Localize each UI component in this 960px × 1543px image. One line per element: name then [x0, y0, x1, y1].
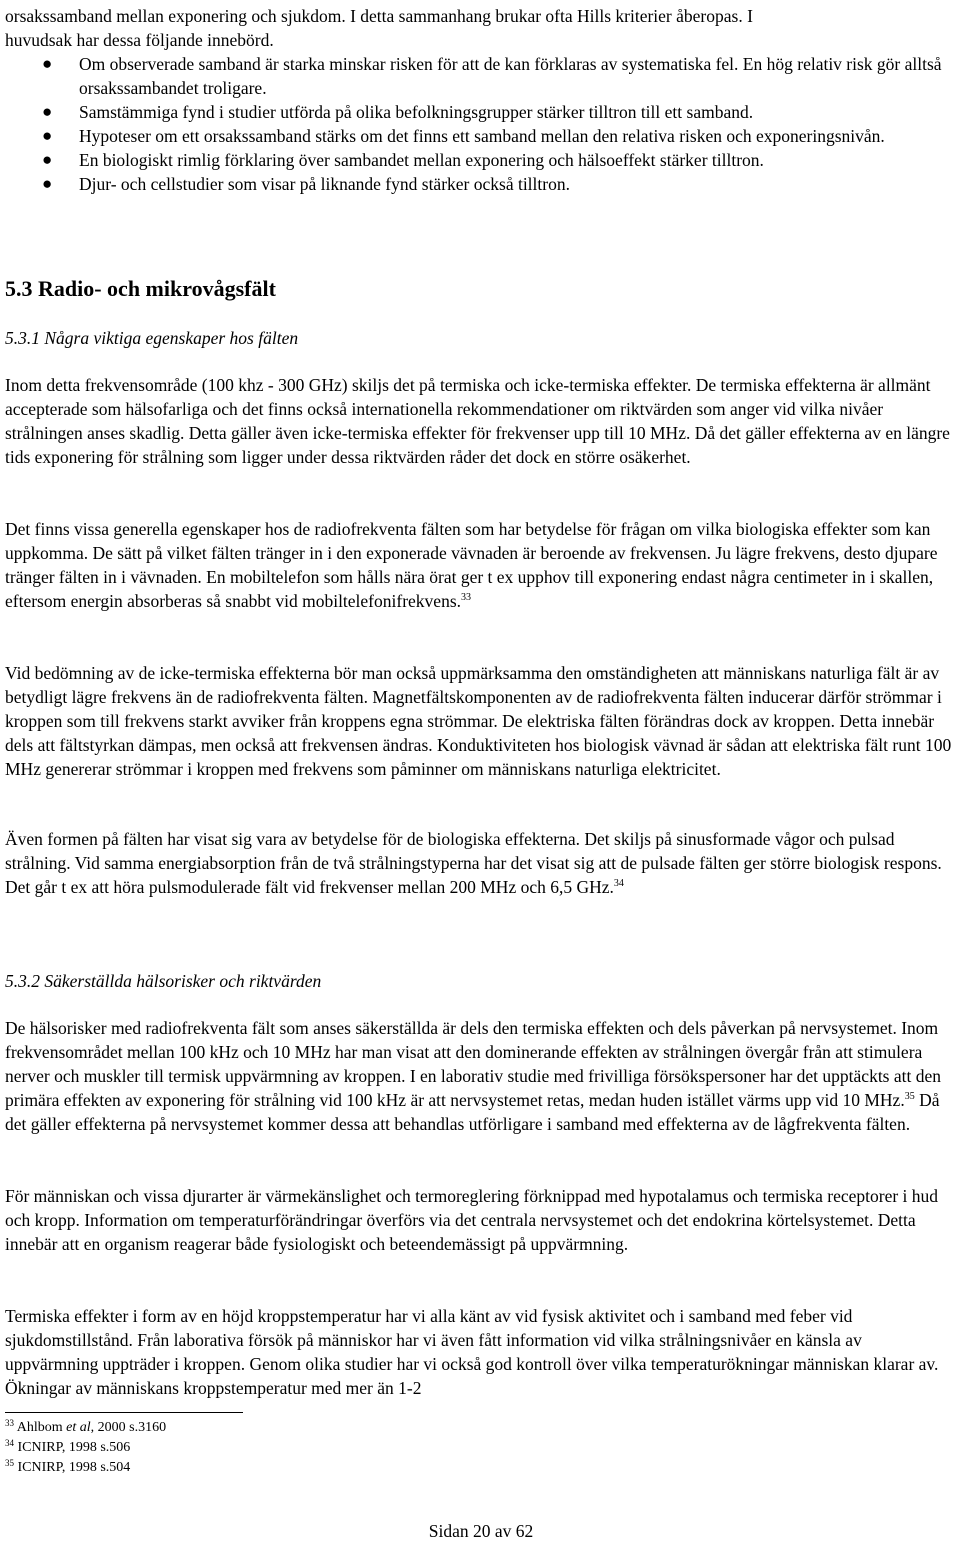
bullet-icon: ●: [42, 174, 53, 193]
footnote-number: 34: [5, 1438, 14, 1448]
footnote: [5, 1418, 166, 1438]
paragraph-4: [5, 827, 957, 899]
list-item-text: Djur- och cellstudier som visar på liknande fynd stärker också tilltron.: [79, 174, 570, 194]
subsection-heading-1: 5.3.1 Några viktiga egenskaper hos fälten: [5, 328, 299, 348]
intro-line-2: huvudsak har dessa följande innebörd.: [5, 30, 274, 50]
list-item: [5, 148, 955, 172]
section-heading: 5.3 Radio- och mikrovågsfält: [5, 276, 276, 301]
footnote-number: 33: [5, 1418, 14, 1428]
bullet-icon: ●: [42, 126, 53, 145]
footnote-ref: 33: [461, 592, 471, 603]
paragraph-1: Inom detta frekvensområde (100 khz - 300 GHz) skiljs det på termiska och icke-termiska effekter. De termiska effekterna är allmänt accepterade som hälsofarliga och det finns också internationella rekommendationer om riktvärden som anger vid vilka nivåer strålningen anses skadlig. Detta gäller även icke-termiska effekter för frekvenser upp till 10 MHz. Då det gäller effekterna av en längre tids exponering för strålning som ligger under dessa riktvärden råder det dock en större osäkerhet.: [5, 375, 950, 467]
paragraph-2: [5, 517, 957, 613]
footnote-number: 35: [5, 1458, 14, 1468]
bullet-icon: ●: [42, 150, 53, 169]
list-item-text: Hypoteser om ett orsakssamband stärks om det finns ett samband mellan den relativa risken och exponeringsnivån.: [79, 126, 885, 146]
footnote-divider: [5, 1412, 243, 1413]
footnote-ref: 34: [613, 878, 624, 889]
footnote-text: ICNIRP, 1998 s.506: [17, 1440, 131, 1455]
paragraph-5: [5, 1016, 957, 1136]
bullet-icon: ●: [42, 102, 53, 121]
paragraph-7: Termiska effekter i form av en höjd kroppstemperatur har vi alla känt av vid fysisk aktivitet och i samband med feber vid sjukdomstillstånd. Från laborativa försök på människor har vi även fått information vid vilka strålningsnivåer en känsla av uppvärmning uppträder i kroppen. Genom olika studier har vi också god kontroll över vilka temperaturökningar människan klarar av. Ökningar av människans kroppstemperatur med mer än 1-2: [5, 1306, 939, 1398]
footnote-text: Ahlbom: [16, 1420, 67, 1435]
paragraph-5-text-a: De hälsorisker med radiofrekventa fält som anses säkerställda är dels den termiska effekten och dels påverkan på nervsystemet. Inom frekvensområdet mellan 100 kHz och 10 MHz har man visat att den dominerande effekten av strålningen övergår från att stimulera nerver och muskler till termisk uppvärmning av kroppen. I en laborativ studie med frivilliga försökspersoner har det upptäckts att den primära effekten av exponering för strålning vid 100 kHz är att nervsystemet retas, medan huden istället värms upp vid 10 MHz.: [5, 1018, 941, 1110]
list-item-text: Samstämmiga fynd i studier utförda på olika befolkningsgrupper stärker tilltron till ett samband.: [79, 102, 754, 122]
paragraph-3: Vid bedömning av de icke-termiska effekterna bör man också uppmärksamma den omständigheten att människans naturliga fält är av betydligt lägre frekvens än de radiofrekventa fälten. Magnetfältskomponenten av de radiofrekventa fälten inducerar därför strömmar i kroppen som till frekvens starkt avviker från kroppens egna strömmar. De elektriska fälten förändras dock av kroppen. Detta innebär dels att fältstyrkan dämpas, men också att frekvensen ändras. Konduktiviteten hos biologisk vävnad är sådan att elektriska fält runt 100 MHz genererar strömmar i kroppen med frekvens som påminner om människans naturliga elektricitet.: [5, 663, 952, 779]
paragraph-2-text: Det finns vissa generella egenskaper hos de radiofrekventa fälten som har betydelse för frågan om vilka biologiska effekter som kan uppkomma. De sätt på vilket fälten tränger in i den exponerade vävnaden är beroende av frekvensen. Ju lägre frekvens, desto djupare tränger fälten in i vävnaden. En mobiltelefon som hålls nära örat ger t ex upphov till exponering endast några centimeter in i skallen, eftersom energin absorberas så snabbt vid mobiltelefonifrekvens.: [5, 519, 938, 611]
footnote: [5, 1438, 130, 1458]
list-item: [5, 124, 955, 148]
list-item-text: Om observerade samband är starka minskar risken för att de kan förklaras av systematiska fel. En hög relativ risk gör alltså orsakssambandet troligare.: [79, 54, 942, 98]
list-item-text: En biologiskt rimlig förklaring över sambandet mellan exponering och hälsoeffekt stärker tilltron.: [79, 150, 764, 170]
criteria-list: [5, 52, 955, 196]
list-item: [5, 172, 955, 196]
footnote-text: ICNIRP, 1998 s.504: [17, 1460, 131, 1475]
list-item: [5, 52, 955, 100]
subsection-heading-2: 5.3.2 Säkerställda hälsorisker och riktvärden: [5, 971, 322, 991]
footnote-text-end: , 2000 s.3160: [90, 1420, 167, 1435]
footnote: [5, 1458, 130, 1478]
intro-text: [5, 4, 753, 52]
paragraph-6: För människan och vissa djurarter är värmekänslighet och termoreglering förknippad med hypotalamus och termiska receptorer i hud och kropp. Information om temperaturförändringar överförs via det centrala nervsystemet och det endokrina körtelsystemet. Detta innebär att en organism reagerar både fysiologiskt och beteendemässigt på uppvärmning.: [5, 1186, 939, 1254]
paragraph-4-text: Även formen på fälten har visat sig vara av betydelse för de biologiska effekterna. Det skiljs på sinusformade vågor och pulsad strålning. Vid samma energiabsorption från de två strålningstyperna har det visat sig att de pulsade fälten ger större biologisk respons. Det går t ex att höra pulsmodulerade fält vid frekvenser mellan 200 MHz och 6,5 GHz.: [5, 829, 942, 897]
paragraph-5-text-b: Då det gäller effekterna på nervsystemet kommer dessa att behandlas utförligare i samband med effekterna av de lågfrekventa fälten.: [5, 1090, 940, 1134]
footnote-ref: 35: [904, 1091, 915, 1102]
list-item: [5, 100, 955, 124]
footnote-italic: et al: [66, 1420, 91, 1435]
page-number: Sidan 20 av 62: [428, 1521, 534, 1541]
bullet-icon: ●: [42, 54, 53, 73]
intro-line-1: orsakssamband mellan exponering och sjukdom. I detta sammanhang brukar ofta Hills kriterier åberopas. I: [5, 6, 753, 26]
